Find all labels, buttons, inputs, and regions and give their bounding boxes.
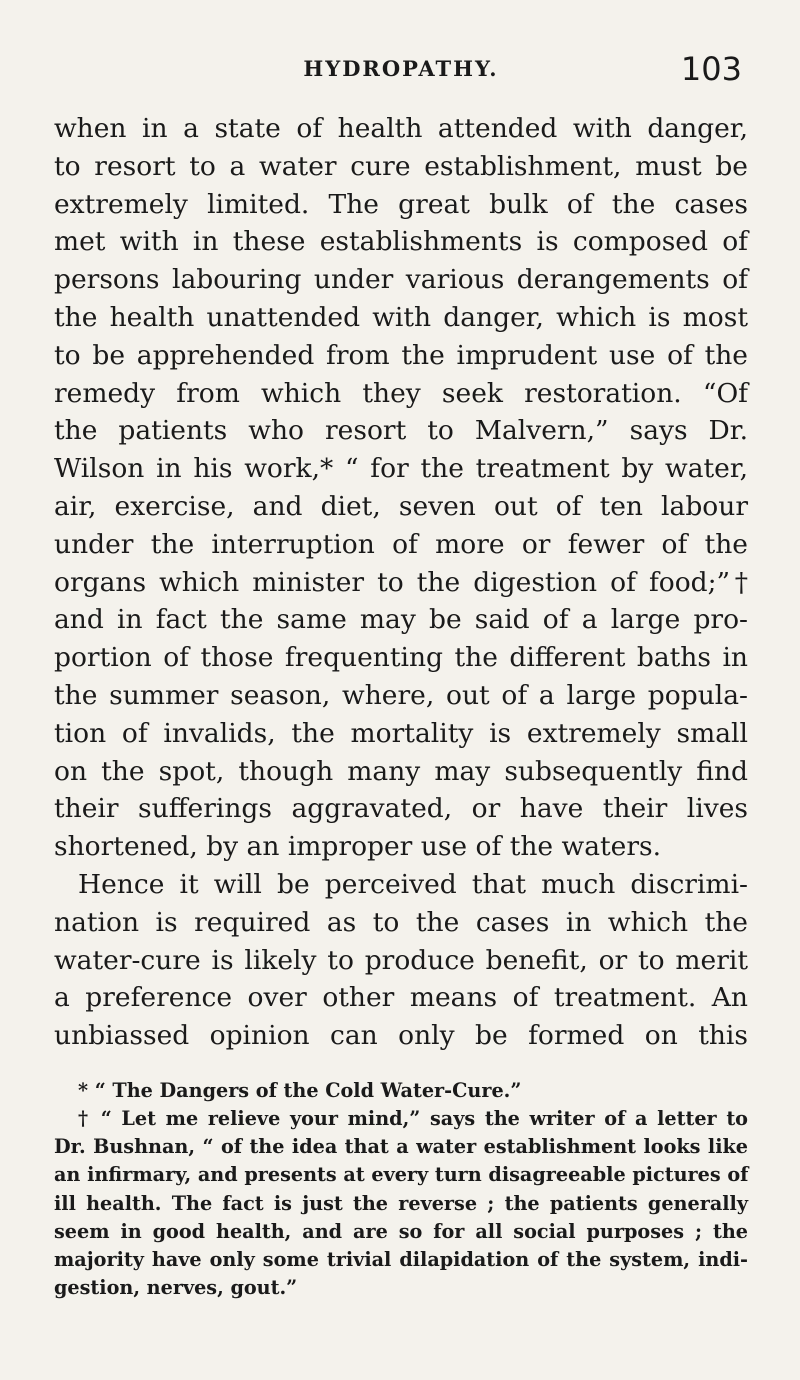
footnote-line: majority have only some trivial dilapidation of the system, indi- bbox=[54, 1248, 748, 1272]
body-line: when in a state of health attended with danger, bbox=[54, 113, 748, 144]
body-line: organs which minister to the digestion of food;”† bbox=[54, 566, 748, 598]
body-line: the summer season, where, out of a large popula- bbox=[54, 679, 748, 711]
body-line: to resort to a water cure establishment, must be bbox=[54, 150, 748, 182]
body-line: water-cure is likely to produce benefit, or to merit bbox=[54, 944, 748, 976]
footnote-line: ill health. The fact is just the reverse ; the patients generally bbox=[54, 1191, 748, 1215]
footnote-line: an infirmary, and presents at every turn disagreeable pictures of bbox=[54, 1163, 749, 1187]
body-line: their sufferings aggravated, or have their lives bbox=[54, 793, 748, 825]
body-line: Wilson in his work,* “ for the treatment by water, bbox=[54, 453, 748, 485]
body-line: portion of those frequenting the different baths in bbox=[54, 642, 748, 674]
body-line: Hence it will be perceived that much discrimi- bbox=[78, 868, 748, 900]
page-number: 103 bbox=[680, 50, 742, 88]
footnotes bbox=[54, 1077, 748, 1303]
body-line: shortened, by an improper use of the waters. bbox=[54, 831, 662, 863]
body-line: to be apprehended from the imprudent use of the bbox=[54, 339, 748, 371]
body-line: unbiassed opinion can only be formed on this bbox=[54, 1020, 748, 1052]
body-line: extremely limited. The great bulk of the cases bbox=[54, 188, 748, 220]
body-line: remedy from which they seek restoration. “Of bbox=[54, 377, 748, 409]
body-text bbox=[54, 110, 748, 1055]
running-title: HYDROPATHY. bbox=[303, 56, 499, 81]
body-line: the health unattended with danger, which is most bbox=[54, 301, 748, 333]
body-line: the patients who resort to Malvern,” says Dr. bbox=[54, 415, 748, 447]
footnote-line: * “ The Dangers of the Cold Water-Cure.” bbox=[78, 1078, 522, 1102]
footnote-line: † “ Let me relieve your mind,” says the writer of a letter to bbox=[78, 1107, 748, 1131]
footnote-line: Dr. Bushnan, “ of the idea that a water establishment looks like bbox=[54, 1135, 748, 1159]
body-line: tion of invalids, the mortality is extremely small bbox=[54, 717, 748, 749]
running-head bbox=[54, 52, 748, 102]
body-line: on the spot, though many may subsequently find bbox=[54, 755, 748, 787]
body-line: under the interruption of more or fewer of the bbox=[54, 528, 748, 560]
body-line: and in fact the same may be said of a large pro- bbox=[54, 604, 748, 636]
body-line: persons labouring under various derangements of bbox=[54, 264, 748, 296]
body-line: nation is required as to the cases in which the bbox=[54, 906, 748, 938]
footnote-line: gestion, nerves, gout.” bbox=[54, 1276, 298, 1300]
body-line: air, exercise, and diet, seven out of ten labour bbox=[54, 490, 748, 522]
body-line: a preference over other means of treatment. An bbox=[54, 982, 748, 1014]
footnote-line: seem in good health, and are so for all social purposes ; the bbox=[54, 1219, 748, 1243]
body-line: met with in these establishments is composed of bbox=[54, 226, 748, 258]
